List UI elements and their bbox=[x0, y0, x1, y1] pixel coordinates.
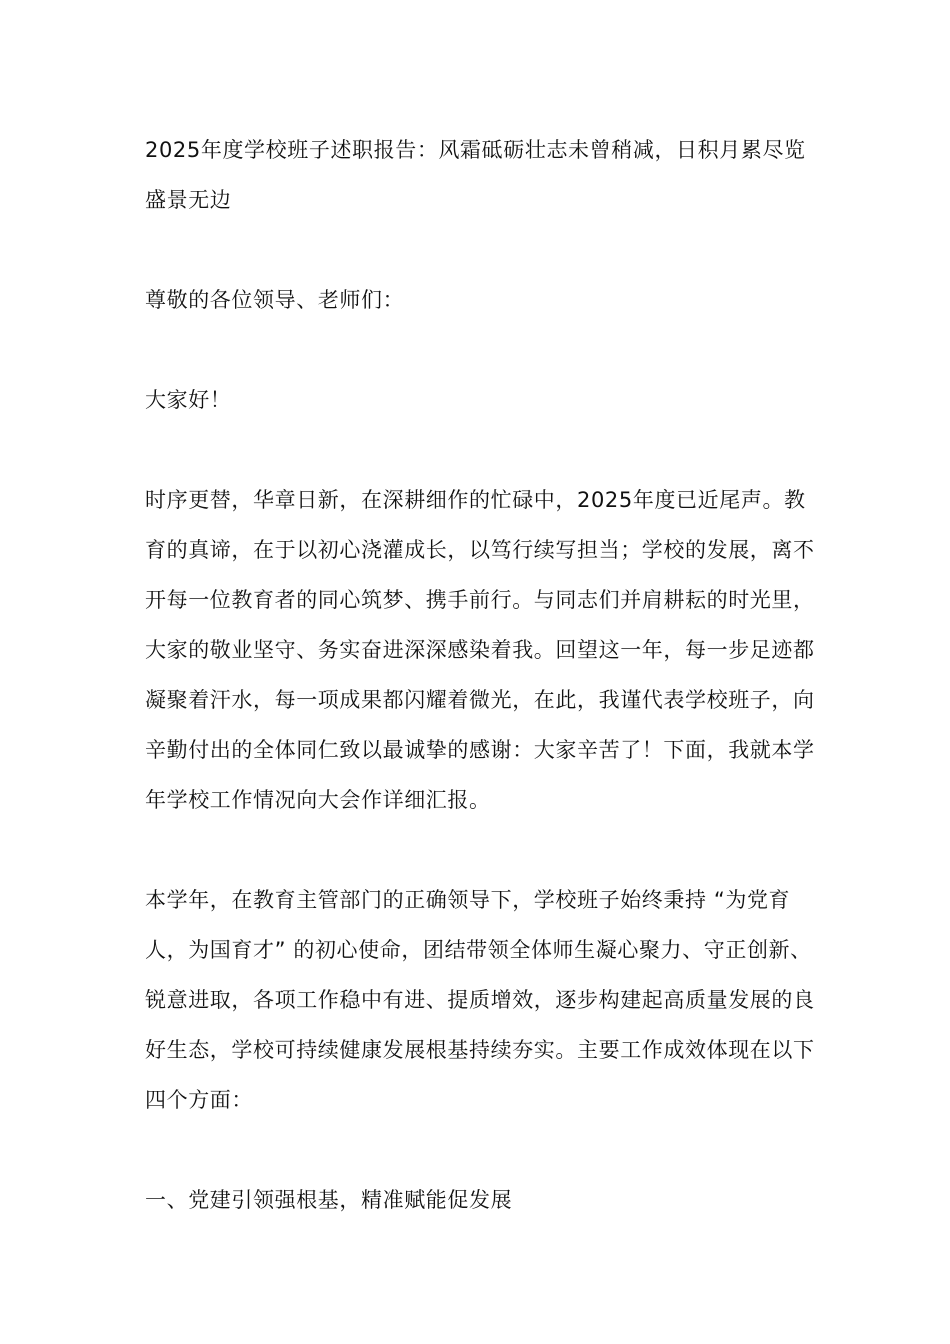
document-title: 2025年度学校班子述职报告：风霜砥砺壮志未曾稍减，日积月累尽览盛景无边 bbox=[145, 138, 806, 212]
salutation: 尊敬的各位领导、老师们： bbox=[145, 288, 405, 312]
document-body bbox=[145, 125, 825, 1275]
section-heading: 一、党建引领强根基，精准赋能促发展 bbox=[145, 1188, 513, 1212]
paragraph-intro: 时序更替，华章日新，在深耕细作的忙碌中，2025年度已近尾声。教育的真谛，在于以初心浇灌成长，以笃行续写担当；学校的发展，离不开每一位教育者的同心筑梦、携手前行。与同志们并肩耕耘的时光里，大家的敬业坚守、务实奋进深深感染着我。回望这一年，每一步足迹都凝聚着汗水，每一项成果都闪耀着微光，在此，我谨代表学校班子，向辛勤付出的全体同仁致以最诚挚的感谢：大家辛苦了！下面，我就本学年学校工作情况向大会作详细汇报。 bbox=[145, 488, 815, 812]
paragraph-summary: 本学年，在教育主管部门的正确领导下，学校班子始终秉持 “为党育人，为国育才” 的初心使命，团结带领全体师生凝心聚力、守正创新、锐意进取，各项工作稳中有进、提质增效，逐步构建起高质量发展的良好生态，学校可持续健康发展根基持续夯实。主要工作成效体现在以下四个方面： bbox=[145, 888, 815, 1112]
greeting: 大家好！ bbox=[145, 388, 232, 412]
